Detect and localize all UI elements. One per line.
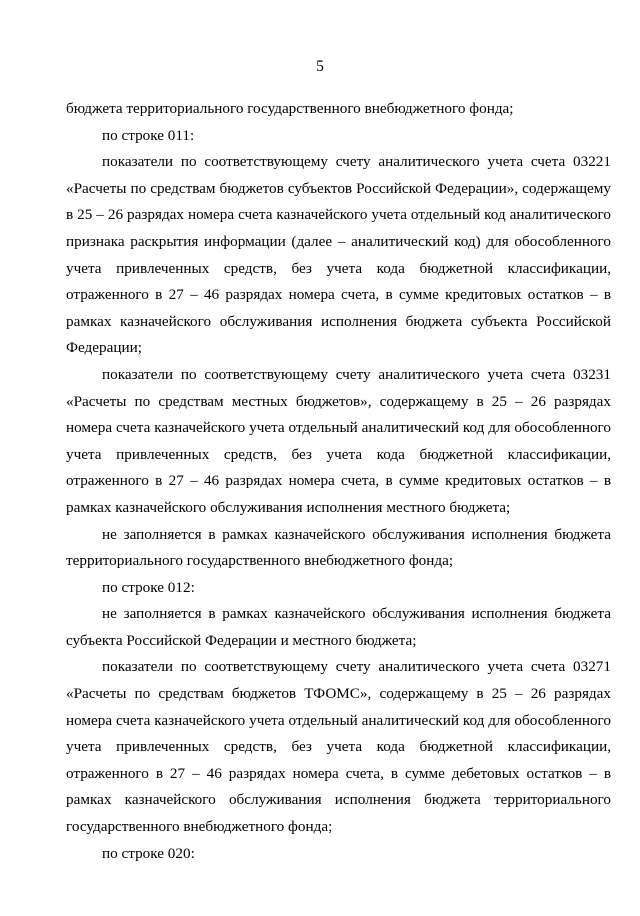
paragraph: не заполняется в рамках казначейского обслуживания исполнения бюджета субъекта Российской Федерации и местного бюджета; <box>66 605 611 649</box>
paragraph: по строке 011: <box>102 126 195 144</box>
page-number: 5 <box>316 58 324 75</box>
paragraph: не заполняется в рамках казначейского обслуживания исполнения бюджета территориального государственного внебюджетного фонда; <box>66 525 611 570</box>
paragraph: по строке 012: <box>102 578 195 596</box>
paragraph: показатели по соответствующему счету аналитического учета счета 03271 «Расчеты по средствам бюджетов ТФОМС», содержащему в 25 – 26 разрядах номера счета казначейского учета отдельный аналитический код для обособленного учета привлеченных средств, без учета кода бюджетной классификации, отраженного в 27 – 46 разрядах номера счета, в сумме дебетовых остатков – в рамках казначейского обслуживания исполнения бюджета территориального государственного внебюджетного фонда; <box>66 658 611 836</box>
paragraph: показатели по соответствующему счету аналитического учета счета 03231 «Расчеты по средствам местных бюджетов», содержащему в 25 – 26 разрядах номера счета казначейского учета отдельный аналитический код для обособленного учета привлеченных средств, без учета кода бюджетной классификации, отраженного в 27 – 46 разрядах номера счета, в сумме кредитовых остатков – в рамках казначейского обслуживания исполнения местного бюджета; <box>66 365 611 516</box>
paragraph: показатели по соответствующему счету аналитического учета счета 03221 «Расчеты по средствам бюджетов субъектов Российской Федерации», содержащему в 25 – 26 разрядах номера счета казначейского учета отдельный код аналитического признака раскрытия информации (далее – аналитический код) для обособленного учета привлеченных средств, без учета кода бюджетной классификации, отраженного в 27 – 46 разрядах номера счета, в сумме кредитовых остатков – в рамках казначейского обслуживания исполнения бюджета субъекта Российской Федерации; <box>66 153 611 357</box>
document-body <box>66 96 611 867</box>
paragraph: по строке 020: <box>102 844 195 862</box>
paragraph: бюджета территориального государственного внебюджетного фонда; <box>66 100 514 117</box>
